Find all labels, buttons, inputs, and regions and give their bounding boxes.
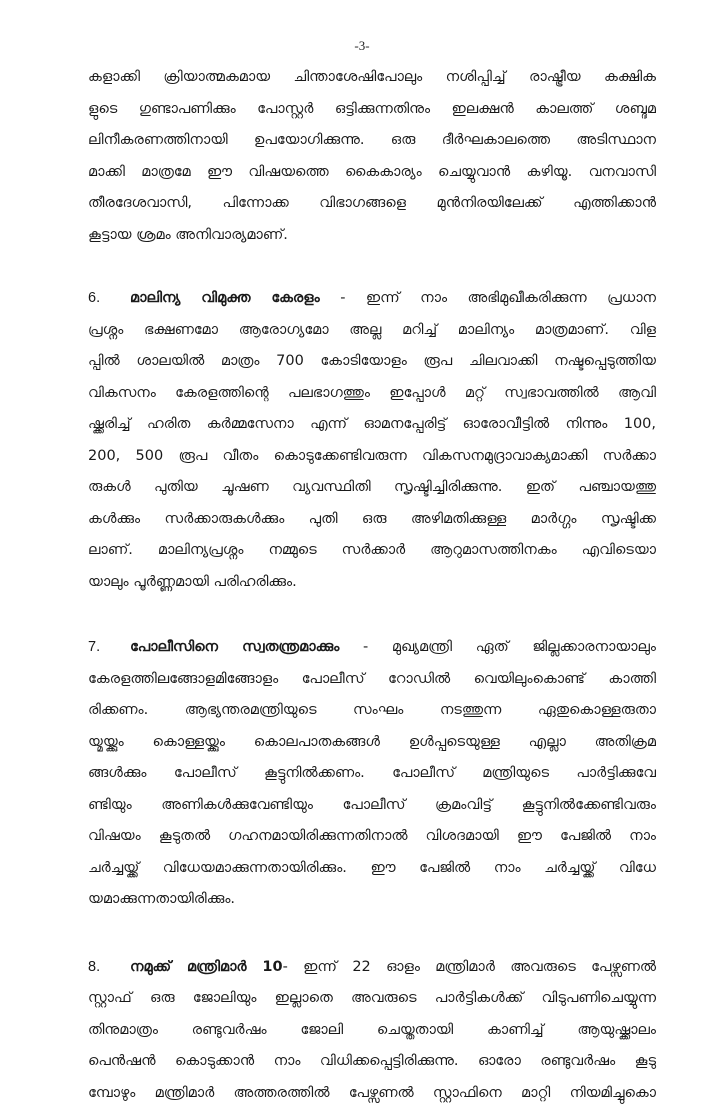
text-line: കളാക്കി ക്രിയാത്മകമായ ചിന്താശേഷിപോലും നശിപ്പിച്ച് രാഷ്ട്രീയ കക്ഷിക (88, 62, 656, 94)
text-line: വിഷയം കൂടുതൽ ഗഹനമായിരിക്കുന്നതിനാൽ വിശദമായി ഈ പേജിൽ നാം (88, 821, 656, 853)
intro-paragraph (88, 62, 656, 251)
text-line: സ്റ്റാഫ് ഒരു ജോലിയും ഇല്ലാതെ അവരുടെ പാർട്ടികൾക്ക് വിടുപണിചെയ്യുന്ന (88, 983, 656, 1015)
section-number: 7. (88, 632, 130, 664)
text-line: ലിനീകരണത്തിനായി ഉപയോഗിക്കുന്നു. ഒരു ദീർഘകാലത്തെ അടിസ്ഥാന (88, 125, 656, 157)
text-line: മ്പോഴും മന്ത്രിമാർ അത്തരത്തിൽ പേഴ്സണൽ സ്റ്റാഫിനെ മാറ്റി നിയമിച്ചുകൊ (88, 1078, 656, 1109)
text-line: ഷ്ക്കരിച്ച് ഹരിത കർമ്മസേനാ എന്ന് ഓമനപ്പേരിട്ട് ഓരോവീട്ടിൽ നിന്നും 100, (88, 409, 656, 441)
text-line: 200, 500 രൂപ വീതം കൊടുക്കേണ്ടിവരുന്ന വികസനമുദ്രാവാക്യമാക്കി സർക്കാ (88, 441, 656, 473)
section-number: 8. (88, 952, 130, 984)
text-line: രിക്കണം. ആഭ്യന്തരമന്ത്രിയുടെ സംഘം നടത്തുന്ന ഏതുകൊള്ളരുതാ (88, 695, 656, 727)
text-line: ചർച്ചയ്ക്ക് വിധേയമാക്കുന്നതായിരിക്കും. ഈ പേജിൽ നാം ചർച്ചയ്ക്ക് വിധേ (88, 853, 656, 885)
page-number: -3- (0, 38, 724, 54)
text-line: യമാക്കുന്നതായിരിക്കും. (88, 884, 656, 916)
section-intro-text: - മുഖ്യമന്ത്രി ഏത് ജില്ലക്കാരനായാലും (339, 639, 656, 655)
text-line: തീരദേശവാസി, പിന്നോക്ക വിഭാഗങ്ങളെ മുൻനിരയിലേക്ക് എത്തിക്കാൻ (88, 188, 656, 220)
section-6 (88, 283, 656, 598)
text-line: പെൻഷൻ കൊടുക്കാൻ നാം വിധിക്കപ്പെട്ടിരിക്കുന്നു. ഓരോ രണ്ടുവർഷം കൂടു (88, 1046, 656, 1078)
text-line: യ്മയ്ക്കും കൊള്ളയ്ക്കും കൊലപാതകങ്ങൾ ഉൾപ്പടെയുള്ള എല്ലാ അതിക്രമ (88, 727, 656, 759)
text-line: തിനുമാത്രം രണ്ടുവർഷം ജോലി ചെയ്തതായി കാണിച്ച് ആയുഷ്ക്കാലം (88, 1015, 656, 1047)
text-line: കൂട്ടായ ശ്രമം അനിവാര്യമാണ്. (88, 220, 656, 252)
text-line: ളുടെ ഗുണ്ടാപണിക്കും പോസ്റ്റർ ഒട്ടിക്കുന്നതിനും ഇലക്ഷൻ കാലത്ത് ശബ്ദമ (88, 94, 656, 126)
text-line: യാലും പൂർണ്ണമായി പരിഹരിക്കും. (88, 567, 656, 599)
text-line: പ്പിൽ ശാലയിൽ മാത്രം 700 കോടിയോളം രൂപ ചിലവാക്കി നഷ്ടപ്പെടുത്തിയ (88, 346, 656, 378)
section-number: 6. (88, 283, 130, 315)
text-line: രുകൾ പുതിയ ചൂഷണ വ്യവസ്ഥിതി സൃഷ്ടിച്ചിരിക്കുന്നു. ഇത് പഞ്ചായത്തു (88, 472, 656, 504)
document-body (88, 62, 656, 1109)
text-line: പ്രശ്നം ഭക്ഷണമോ ആരോഗ്യമോ അല്ല മറിച്ച് മാലിന്യം മാത്രമാണ്. വിള (88, 315, 656, 347)
section-8 (88, 952, 656, 1109)
section-first-line (88, 632, 656, 664)
text-line: ണ്ടിയും അണികൾക്കുവേണ്ടിയും പോലീസ് ക്രമംവിട്ട് കൂട്ടുനിൽക്കേണ്ടിവരും (88, 790, 656, 822)
section-heading: നമുക്ക് മന്ത്രിമാർ 10 (130, 959, 283, 975)
text-line: ങ്ങൾക്കും പോലീസ് കൂട്ടുനിൽക്കണം. പോലീസ് മന്ത്രിയുടെ പാർട്ടിക്കുവേ (88, 758, 656, 790)
section-7 (88, 632, 656, 916)
text-line: ലാണ്. മാലിന്യപ്രശ്നം നമ്മുടെ സർക്കാർ ആറുമാസത്തിനകം എവിടെയാ (88, 535, 656, 567)
section-intro-text: - ഇന്ന് 22 ഓളം മന്ത്രിമാർ അവരുടെ പേഴ്സണൽ (283, 959, 656, 975)
text-line: കേരളത്തിലങ്ങോളമിങ്ങോളം പോലീസ് റോഡിൽ വെയിലുംകൊണ്ട് കാത്തി (88, 664, 656, 696)
section-heading: മാലിന്യ വിമുക്ത കേരളം (130, 290, 320, 306)
section-intro-text: - ഇന്ന് നാം അഭിമുഖീകരിക്കുന്ന പ്രധാന (320, 290, 656, 306)
text-line: കൾക്കും സർക്കാരുകൾക്കും പുതി ഒരു അഴിമതിക്കുള്ള മാർഗ്ഗം സൃഷ്ടിക്ക (88, 504, 656, 536)
text-line: വികസനം കേരളത്തിന്റെ പലഭാഗത്തും ഇപ്പോൾ മറ്റ് സ്വഭാവത്തിൽ ആവി (88, 378, 656, 410)
section-heading: പോലീസിനെ സ്വതന്ത്രമാക്കും (130, 639, 339, 655)
section-first-line (88, 283, 656, 315)
text-line: മാക്കി മാത്രമേ ഈ വിഷയത്തെ കൈകാര്യം ചെയ്യുവാൻ കഴിയൂ. വനവാസി (88, 157, 656, 189)
section-first-line (88, 952, 656, 984)
